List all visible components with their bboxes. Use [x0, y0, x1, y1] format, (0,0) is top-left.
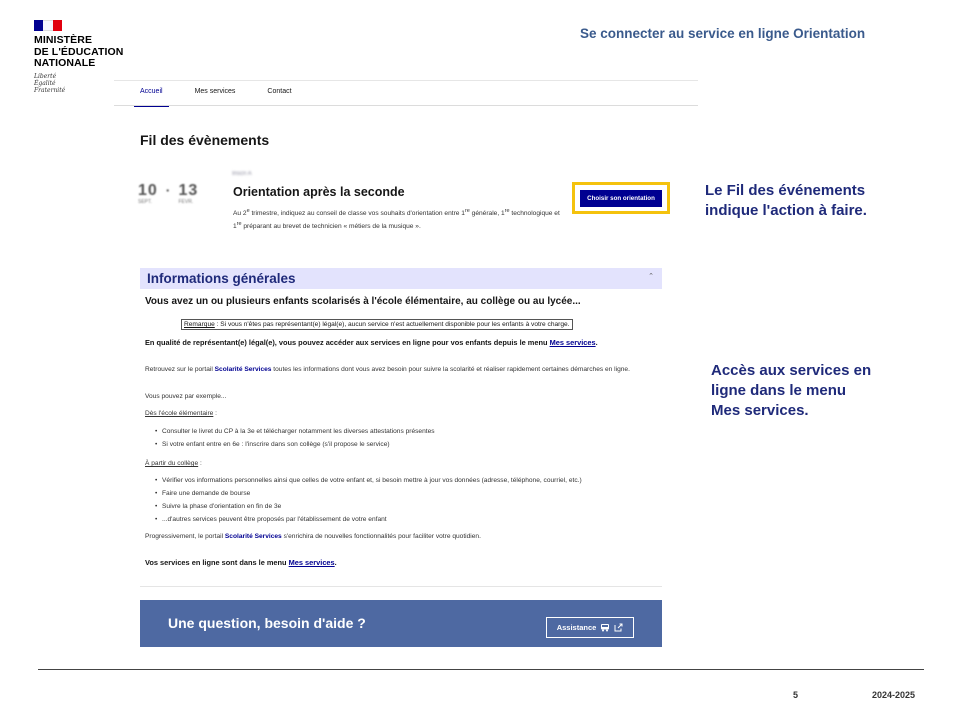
list-item: • Faire une demande de bourse [154, 489, 654, 499]
choisir-orientation-button[interactable]: Choisir son orientation [580, 190, 662, 207]
list-item: • ...d'autres services peuvent être proposés par l'établissement de votre enfant [154, 515, 654, 525]
republic-motto: Liberté Égalité Fraternité [34, 72, 66, 94]
college-list [154, 476, 654, 528]
footer-divider [38, 669, 924, 670]
nav-contact[interactable]: Contact [267, 88, 292, 95]
fil-title: Fil des évènements [140, 132, 270, 148]
date-start: 10 [138, 182, 158, 199]
republic-flag-icon [34, 20, 62, 31]
elementaire-heading: Dès l'école élémentaire : [145, 410, 218, 417]
infos-accordion-header[interactable] [140, 268, 662, 289]
ministry-name: MINISTÈRE DE L'ÉDUCATION NATIONALE [34, 34, 124, 69]
event-description: Au 2e trimestre, indiquez au conseil de classe vos souhaits d'orientation entre 1re générale, 1re technologique et 1re préparant au brevet de technicien « métiers de la musique ». [233, 208, 560, 231]
slide-title: Se connecter au service en ligne Orientation [580, 26, 866, 41]
help-band [140, 600, 662, 647]
bus-icon [600, 623, 610, 632]
school-year: 2024-2025 [872, 690, 916, 700]
retrouvez-text: Retrouvez sur le portail Scolarité Services toutes les informations dont vous avez besoin pour suivre la scolarité et réaliser rapidement certaines démarches en ligne. [145, 366, 630, 373]
elementaire-list [154, 427, 634, 453]
date-start-month: SEPT. [138, 199, 152, 205]
list-item: • Consulter le livret du CP à la 3e et télécharger notamment les diverses attestations présentes [154, 427, 634, 437]
annotation-services: Accès aux services en ligne dans le menu Mes services. [711, 362, 872, 419]
exemple-text: Vous pouvez par exemple... [145, 393, 227, 400]
infos-lead: Vous avez un ou plusieurs enfants scolarisés à l'école élémentaire, au collège ou au lycée... [145, 296, 581, 307]
college-heading: À partir du collège : [145, 460, 202, 467]
list-item: • Vérifier vos informations personnelles ainsi que celles de votre enfant et, si besoin mettre à jour vos données (adresse, téléphone, courriel, etc.) [154, 476, 654, 486]
date-end-month: FEVR. [178, 199, 194, 205]
remarque-box: Remarque : Si vous n'êtes pas représentant(e) légal(e), aucun service n'est actuellement disponible pour les enfants à votre charge. [181, 319, 573, 330]
list-item: • Suivre la phase d'orientation en fin de 3e [154, 502, 654, 512]
date-end: 13 [178, 182, 199, 199]
annotation-fil: Le Fil des événements indique l'action à faire. [705, 182, 867, 219]
list-item: • Si votre enfant entre en 6e : l'inscrire dans son collège (s'il propose le service) [154, 440, 634, 450]
help-title: Une question, besoin d'aide ? [168, 615, 366, 631]
nav-mes-services[interactable]: Mes services [194, 88, 236, 95]
top-divider [114, 80, 698, 81]
mes-services-link-2[interactable]: Mes services [288, 558, 335, 567]
progressivement-text: Progressivement, le portail Scolarité Services s'enrichira de nouvelles fonctionnalités pour faciliter votre quotidien. [145, 533, 481, 540]
highlight-frame [572, 182, 670, 214]
qualite-text: En qualité de représentant(e) légal(e), vous pouvez accéder aux services en ligne pour vos enfants depuis le menu Mes services. [145, 338, 598, 347]
event-blurred-label: Inscri A [232, 171, 252, 177]
mes-services-link[interactable]: Mes services [549, 338, 596, 347]
page-number: 5 [793, 690, 799, 700]
chevron-up-icon[interactable]: ⌃ [648, 273, 654, 280]
final-text: Vos services en ligne sont dans le menu Mes services. [145, 558, 337, 567]
nav-accueil[interactable]: Accueil [134, 88, 169, 107]
infos-title: Informations générales [147, 271, 296, 286]
portal-screenshot [114, 78, 698, 653]
section-divider [140, 586, 662, 587]
event-dates [138, 182, 198, 205]
external-link-icon [614, 623, 623, 632]
scolarite-services-link[interactable]: Scolarité Services [214, 366, 272, 373]
event-title: Orientation après la seconde [233, 185, 405, 199]
assistance-button[interactable]: Assistance [546, 617, 634, 638]
nav-divider [114, 105, 698, 106]
date-separator: · [165, 182, 171, 198]
scolarite-services-link-2[interactable]: Scolarité Services [224, 533, 282, 540]
